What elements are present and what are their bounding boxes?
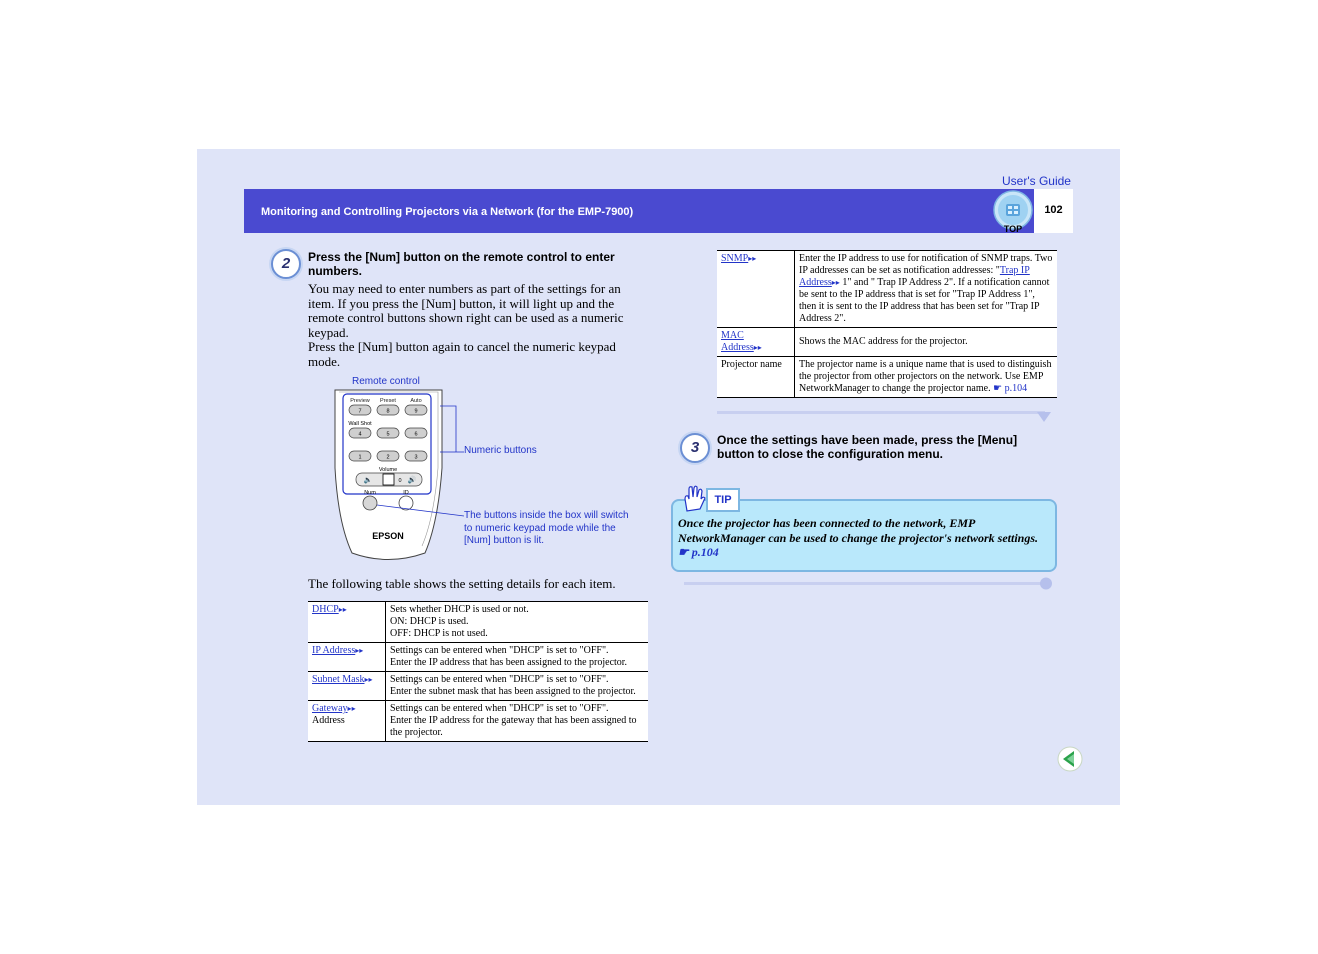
step-2-heading: Press the [Num] button on the remote control to enter numbers. bbox=[308, 250, 615, 278]
snmp-desc-a: Enter the IP address to use for notification of SNMP traps. Two IP addresses can be set as notification addresses: " bbox=[799, 253, 1053, 276]
wall-shot-label: Wall Shot bbox=[348, 421, 372, 427]
numeric-buttons-label: Numeric buttons bbox=[464, 445, 537, 456]
keypad-box-note: The buttons inside the box will switch to numeric keypad mode while the [Num] button is lit. bbox=[464, 510, 629, 546]
step-2-number: 2 bbox=[271, 249, 301, 279]
pointing-hand-icon: ☛ bbox=[678, 545, 689, 559]
table-row bbox=[308, 701, 648, 742]
volume-up-icon: 🔊 bbox=[407, 476, 417, 484]
table-intro: The following table shows the setting details for each item. bbox=[308, 576, 616, 591]
subnet-mask-link[interactable]: Subnet Mask bbox=[312, 674, 365, 685]
gateway-desc-2: Enter the IP address for the gateway that has been assigned to the projector. bbox=[390, 715, 637, 738]
gateway-desc-1: Settings can be entered when "DHCP" is set to "OFF". bbox=[390, 703, 609, 714]
top-globe-icon[interactable] bbox=[992, 190, 1036, 234]
tip-divider bbox=[684, 577, 1054, 591]
tip-label: TIP bbox=[706, 488, 740, 512]
back-arrow-icon[interactable] bbox=[1057, 746, 1083, 772]
tip-text-body: Once the projector has been connected to the network, EMP NetworkManager can be used to change the projector's network settings. bbox=[678, 516, 1039, 545]
btn-preset-label: Preset bbox=[380, 398, 396, 404]
epson-logo: EPSON bbox=[372, 531, 404, 541]
trap-ip-address-link[interactable]: Trap IP Address bbox=[799, 265, 1030, 288]
table-row bbox=[308, 643, 648, 672]
num-button bbox=[363, 496, 377, 510]
double-arrow-icon: ▸▸ bbox=[748, 254, 757, 263]
remote-control-illustration bbox=[330, 388, 640, 563]
mac-link[interactable]: MAC bbox=[721, 330, 744, 341]
key-6: 6 bbox=[414, 431, 418, 438]
double-arrow-icon: ▸▸ bbox=[338, 605, 347, 614]
table-row bbox=[717, 357, 1057, 398]
key-0: 0 bbox=[398, 478, 402, 484]
volume-label: Volume bbox=[378, 467, 398, 473]
double-arrow-icon: ▸▸ bbox=[355, 646, 364, 655]
dhcp-desc-3: OFF: DHCP is not used. bbox=[390, 628, 488, 639]
dhcp-desc-1: Sets whether DHCP is used or not. bbox=[390, 604, 529, 615]
double-arrow-icon: ▸▸ bbox=[347, 704, 356, 713]
table-row bbox=[717, 251, 1057, 328]
double-arrow-icon: ▸▸ bbox=[364, 675, 373, 684]
snmp-link[interactable]: SNMP bbox=[721, 253, 749, 264]
key-9: 9 bbox=[414, 408, 418, 415]
settings-table-left bbox=[308, 601, 648, 742]
ip-desc-2: Enter the IP address that has been assigned to the projector. bbox=[390, 657, 628, 668]
btn-preview-label: Preview bbox=[350, 398, 370, 404]
double-arrow-icon: ▸▸ bbox=[753, 343, 762, 352]
subnet-desc-1: Settings can be entered when "DHCP" is set to "OFF". bbox=[390, 674, 609, 685]
section-divider bbox=[717, 410, 1053, 424]
key-8: 8 bbox=[386, 408, 390, 415]
users-guide-label[interactable]: User's Guide bbox=[1002, 174, 1071, 188]
projector-name-label: Projector name bbox=[717, 357, 795, 398]
ip-address-link[interactable]: IP Address bbox=[312, 645, 356, 656]
key-3: 3 bbox=[414, 454, 418, 461]
ip-desc-1: Settings can be entered when "DHCP" is set to "OFF". bbox=[390, 645, 609, 656]
subnet-desc-2: Enter the subnet mask that has been assigned to the projector. bbox=[390, 686, 636, 697]
tip-text bbox=[678, 516, 1048, 560]
table-row bbox=[717, 328, 1057, 357]
settings-table-right bbox=[717, 250, 1057, 398]
projector-name-desc: The projector name is a unique name that is used to distinguish the projector from other projectors on the network. Use EMP NetworkManager to change the projector name. bbox=[799, 359, 1052, 394]
page-number: 102 bbox=[1044, 204, 1063, 216]
snmp-desc-b: 1" and " Trap IP Address 2". If a notification cannot be sent to the IP address that is set for "Trap IP Address 1", then it is sent to the IP address that has been set for "Trap IP Address 2". bbox=[799, 277, 1050, 324]
gateway-link[interactable]: Gateway bbox=[312, 703, 348, 714]
table-row bbox=[308, 672, 648, 701]
key-4: 4 bbox=[358, 431, 362, 438]
projector-name-ref-link[interactable]: p.104 bbox=[1004, 383, 1028, 394]
btn-auto-label: Auto bbox=[410, 398, 422, 404]
step-2-para-1: You may need to enter numbers as part of the settings for an item. If you press the [Num] button, it will light up and the remote control buttons shown right can be used as a numeric keypad. bbox=[308, 281, 624, 340]
remote-control-label: Remote control bbox=[352, 376, 420, 387]
page-number-box bbox=[1034, 189, 1073, 233]
pointing-hand-icon: ☛ bbox=[993, 383, 1003, 394]
top-label: TOP bbox=[1003, 224, 1023, 234]
key-5: 5 bbox=[386, 431, 390, 438]
table-row bbox=[308, 602, 648, 643]
id-label: ID bbox=[403, 490, 409, 496]
volume-down-icon: 🔈 bbox=[363, 476, 373, 484]
tip-hand-icon bbox=[681, 485, 707, 513]
dhcp-desc-2: ON: DHCP is used. bbox=[390, 616, 469, 627]
key-2: 2 bbox=[386, 454, 390, 461]
key-7: 7 bbox=[358, 408, 362, 415]
header-banner bbox=[244, 189, 1034, 233]
mac-address-link[interactable]: Address bbox=[721, 342, 754, 353]
page-title: Monitoring and Controlling Projectors via a Network (for the EMP-7900) bbox=[261, 206, 634, 218]
num-label: Num bbox=[364, 490, 376, 496]
step-3-number: 3 bbox=[680, 433, 710, 463]
tip-ref-link[interactable]: p.104 bbox=[691, 545, 719, 559]
step-2-para-2: Press the [Num] button again to cancel the numeric keypad mode. bbox=[308, 339, 616, 369]
key-1: 1 bbox=[358, 454, 362, 461]
step-3-heading: Once the settings have been made, press the [Menu] button to close the configuration menu. bbox=[717, 433, 1018, 461]
double-arrow-icon: ▸▸ bbox=[831, 278, 840, 287]
gateway-address-label: Address bbox=[312, 715, 345, 726]
dhcp-link[interactable]: DHCP bbox=[312, 604, 339, 615]
mac-desc: Shows the MAC address for the projector. bbox=[799, 336, 968, 347]
